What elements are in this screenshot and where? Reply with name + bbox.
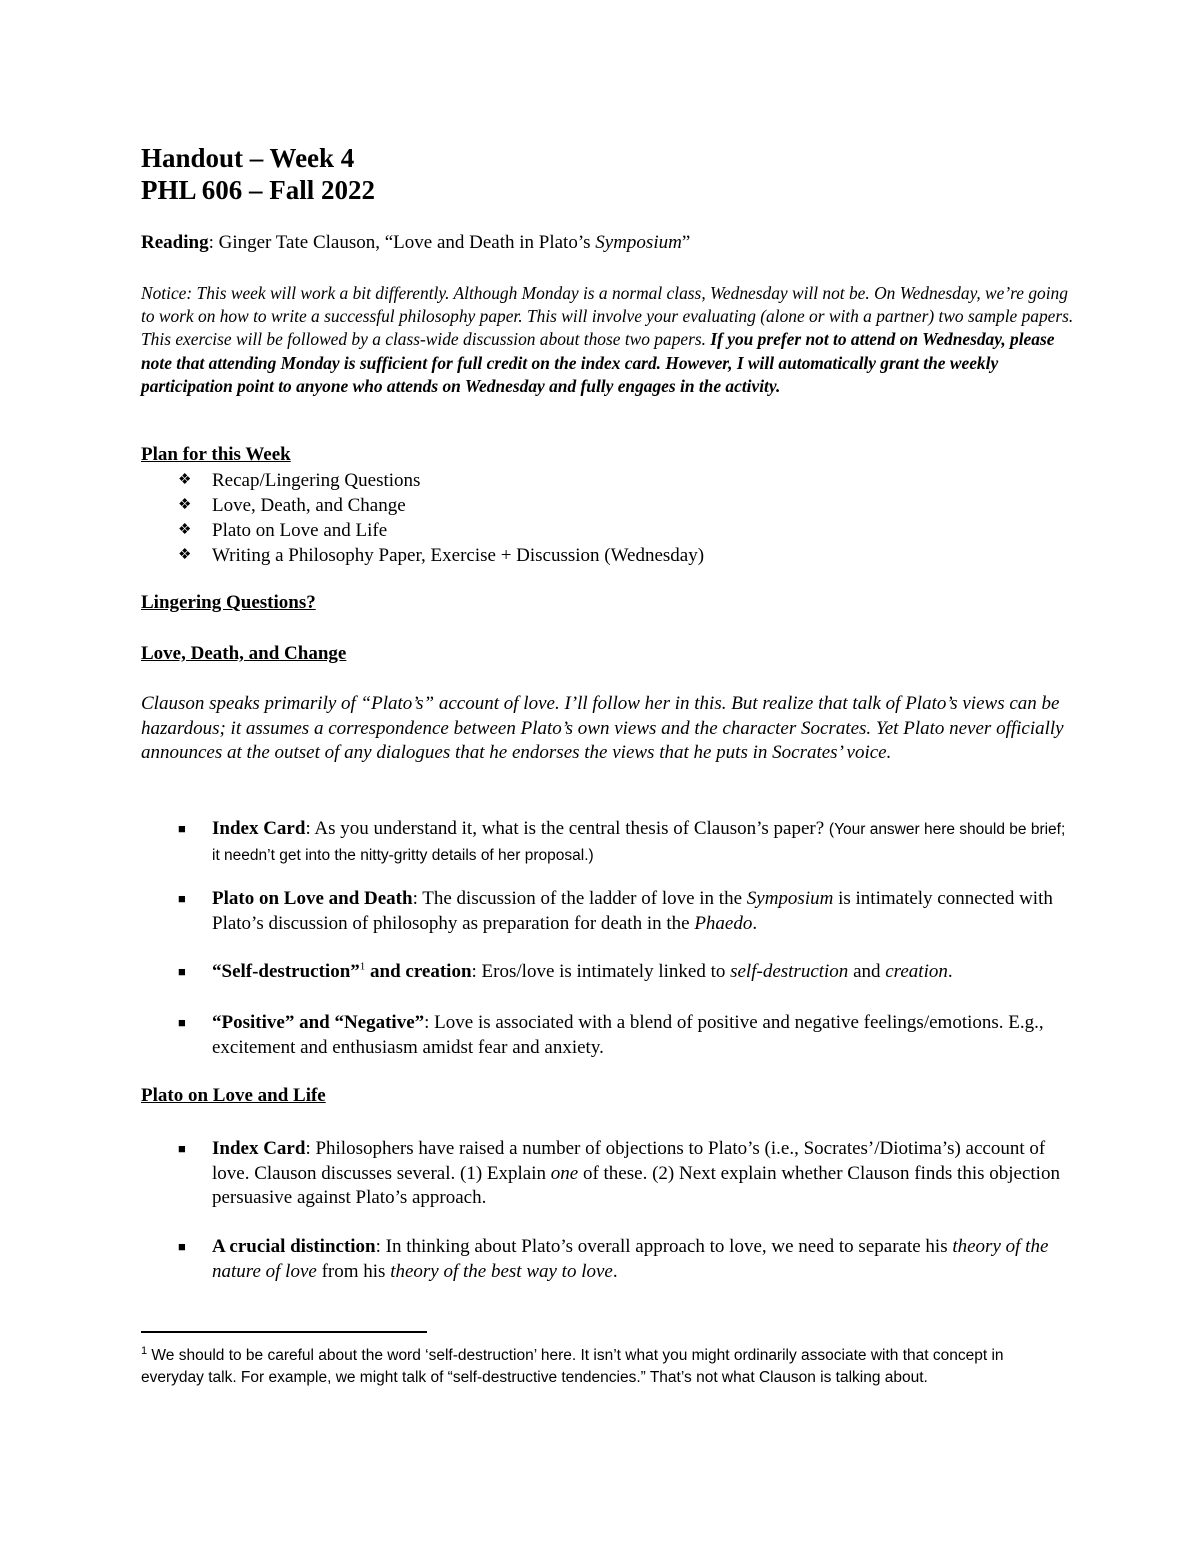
list-item	[178, 518, 704, 543]
notice-italic-text: Notice: This week will work a bit differently. Although Monday is a normal class, Wednesday will not be. On Wednesday, we’re going to work on how to write a successful philosophy paper. This will involve your evaluating (alone or with a partner) two sample papers. This exercise will be followed by a class-wide discussion about those two papers.	[141, 283, 1074, 350]
ldc-item-love-death	[178, 887, 1068, 936]
square-bullet-icon: ■	[178, 964, 186, 979]
diamond-bullet-icon: ❖	[178, 472, 192, 488]
item-text: .	[752, 912, 758, 934]
list-item-label: Plato on Love and Life	[212, 520, 388, 541]
item-italic: Symposium	[746, 888, 834, 909]
ldc-item-self-destruction	[178, 960, 1068, 985]
item-text: : Eros/love is intimately linked to	[471, 961, 731, 982]
item-italic: creation	[885, 961, 948, 982]
item-small-note: (Your answer here should be brief; it needn’t get into the nitty-gritty details of her proposal.)	[212, 821, 1066, 864]
list-item	[178, 468, 704, 493]
item-text: : The discussion of the ladder of love in the	[412, 888, 747, 909]
footnote-divider	[141, 1331, 427, 1333]
reading-italic: Symposium	[595, 232, 682, 253]
square-bullet-icon: ■	[178, 1141, 186, 1156]
item-text: and	[848, 961, 886, 982]
item-text: from his	[316, 1260, 391, 1282]
reading-text: : Ginger Tate Clauson, “Love and Death in Plato’s	[208, 232, 596, 253]
lingering-heading: Lingering Questions?	[141, 592, 316, 613]
notice-bold-text: If you prefer not to attend on Wednesday, please note that attending Monday is sufficient for full credit on the index card. However, I will automatically grant the weekly participation point to anyone who attends on Wednesday and fully engages in the activity.	[141, 329, 1055, 396]
list-item	[178, 543, 704, 568]
item-text: : In thinking about Plato’s overall approach to love, we need to separate his	[375, 1236, 953, 1257]
list-item-label: Recap/Lingering Questions	[212, 470, 421, 491]
item-italic: one	[550, 1162, 579, 1184]
reading-label: Reading	[141, 232, 209, 253]
pll-item-crucial-distinction	[178, 1235, 1068, 1284]
diamond-bullet-icon: ❖	[178, 497, 192, 513]
reading-line	[141, 231, 1081, 255]
footnote-text: We should to be careful about the word ‘self-destruction’ here. It isn’t what you might ordinarily associate with that concept in everyday talk. For example, we might talk of “self-destructive tendencies.” That’s not what Clauson is talking about.	[141, 1347, 1004, 1386]
item-label: and creation	[365, 961, 472, 982]
list-item-label: Writing a Philosophy Paper, Exercise + Discussion (Wednesday)	[212, 545, 705, 566]
item-label: Index Card	[212, 818, 306, 839]
item-label: Plato on Love and Death	[212, 888, 413, 909]
item-text: of these. (2) Next explain whether Clauson finds this objection persuasive against Plato’s approach.	[212, 1162, 1060, 1208]
item-italic: self-destruction	[730, 961, 849, 982]
square-bullet-icon: ■	[178, 1239, 186, 1254]
title-line-2: PHL 606 – Fall 2022	[141, 175, 376, 205]
item-text: : Philosophers have raised a number of objections to Plato’s (i.e., Socrates’/Diotima’s) account of love. Clauson discusses several. (1) Explain	[212, 1138, 1046, 1184]
square-bullet-icon: ■	[178, 891, 186, 906]
item-text: .	[612, 1260, 618, 1282]
item-text: : Love is associated with a blend of positive and negative feelings/emotions. E.g., excitement and enthusiasm amidst fear and anxiety.	[212, 1012, 1044, 1058]
ldc-item-index-card	[178, 817, 1068, 868]
pll-heading: Plato on Love and Life	[141, 1085, 326, 1106]
item-text: : As you understand it, what is the central thesis of Clauson’s paper?	[305, 818, 829, 839]
item-italic: theory of the nature of love	[212, 1236, 1049, 1282]
notice-paragraph	[141, 282, 1081, 398]
item-label: Index Card	[212, 1138, 306, 1159]
title-line-1: Handout – Week 4	[141, 143, 355, 173]
footnote	[141, 1345, 1066, 1389]
plan-list	[178, 468, 704, 568]
square-bullet-icon: ■	[178, 1015, 186, 1030]
item-text: is intimately connected with Plato’s discussion of philosophy as preparation for death in the	[212, 888, 1053, 934]
item-text: .	[947, 961, 953, 982]
footnote-number: 1	[141, 1344, 148, 1357]
list-item-label: Love, Death, and Change	[212, 495, 406, 516]
item-label: “Positive” and “Negative”	[212, 1012, 425, 1033]
footnote-ref[interactable]: 1	[359, 960, 366, 973]
square-bullet-icon: ■	[178, 821, 186, 836]
plan-heading: Plan for this Week	[141, 444, 291, 465]
pll-item-index-card	[178, 1137, 1068, 1211]
page-title	[141, 142, 375, 206]
diamond-bullet-icon: ❖	[178, 547, 192, 563]
ldc-intro: Clauson speaks primarily of “Plato’s” account of love. I’ll follow her in this. But realize that talk of Plato’s views can be hazardous; it assumes a correspondence between Plato’s own views and the character Socrates. Yet Plato never officially announces at the outset of any dialogues that he endorses the views that he puts in Socrates’ voice.	[141, 693, 1064, 763]
item-italic: Phaedo	[694, 912, 753, 934]
ldc-heading: Love, Death, and Change	[141, 643, 347, 664]
list-item	[178, 493, 704, 518]
ldc-item-positive-negative	[178, 1011, 1068, 1060]
item-italic: theory of the best way to love	[390, 1260, 613, 1282]
item-label: “Self-destruction”	[212, 961, 360, 982]
reading-end: ”	[681, 232, 691, 253]
item-label: A crucial distinction	[212, 1236, 376, 1257]
diamond-bullet-icon: ❖	[178, 522, 192, 538]
